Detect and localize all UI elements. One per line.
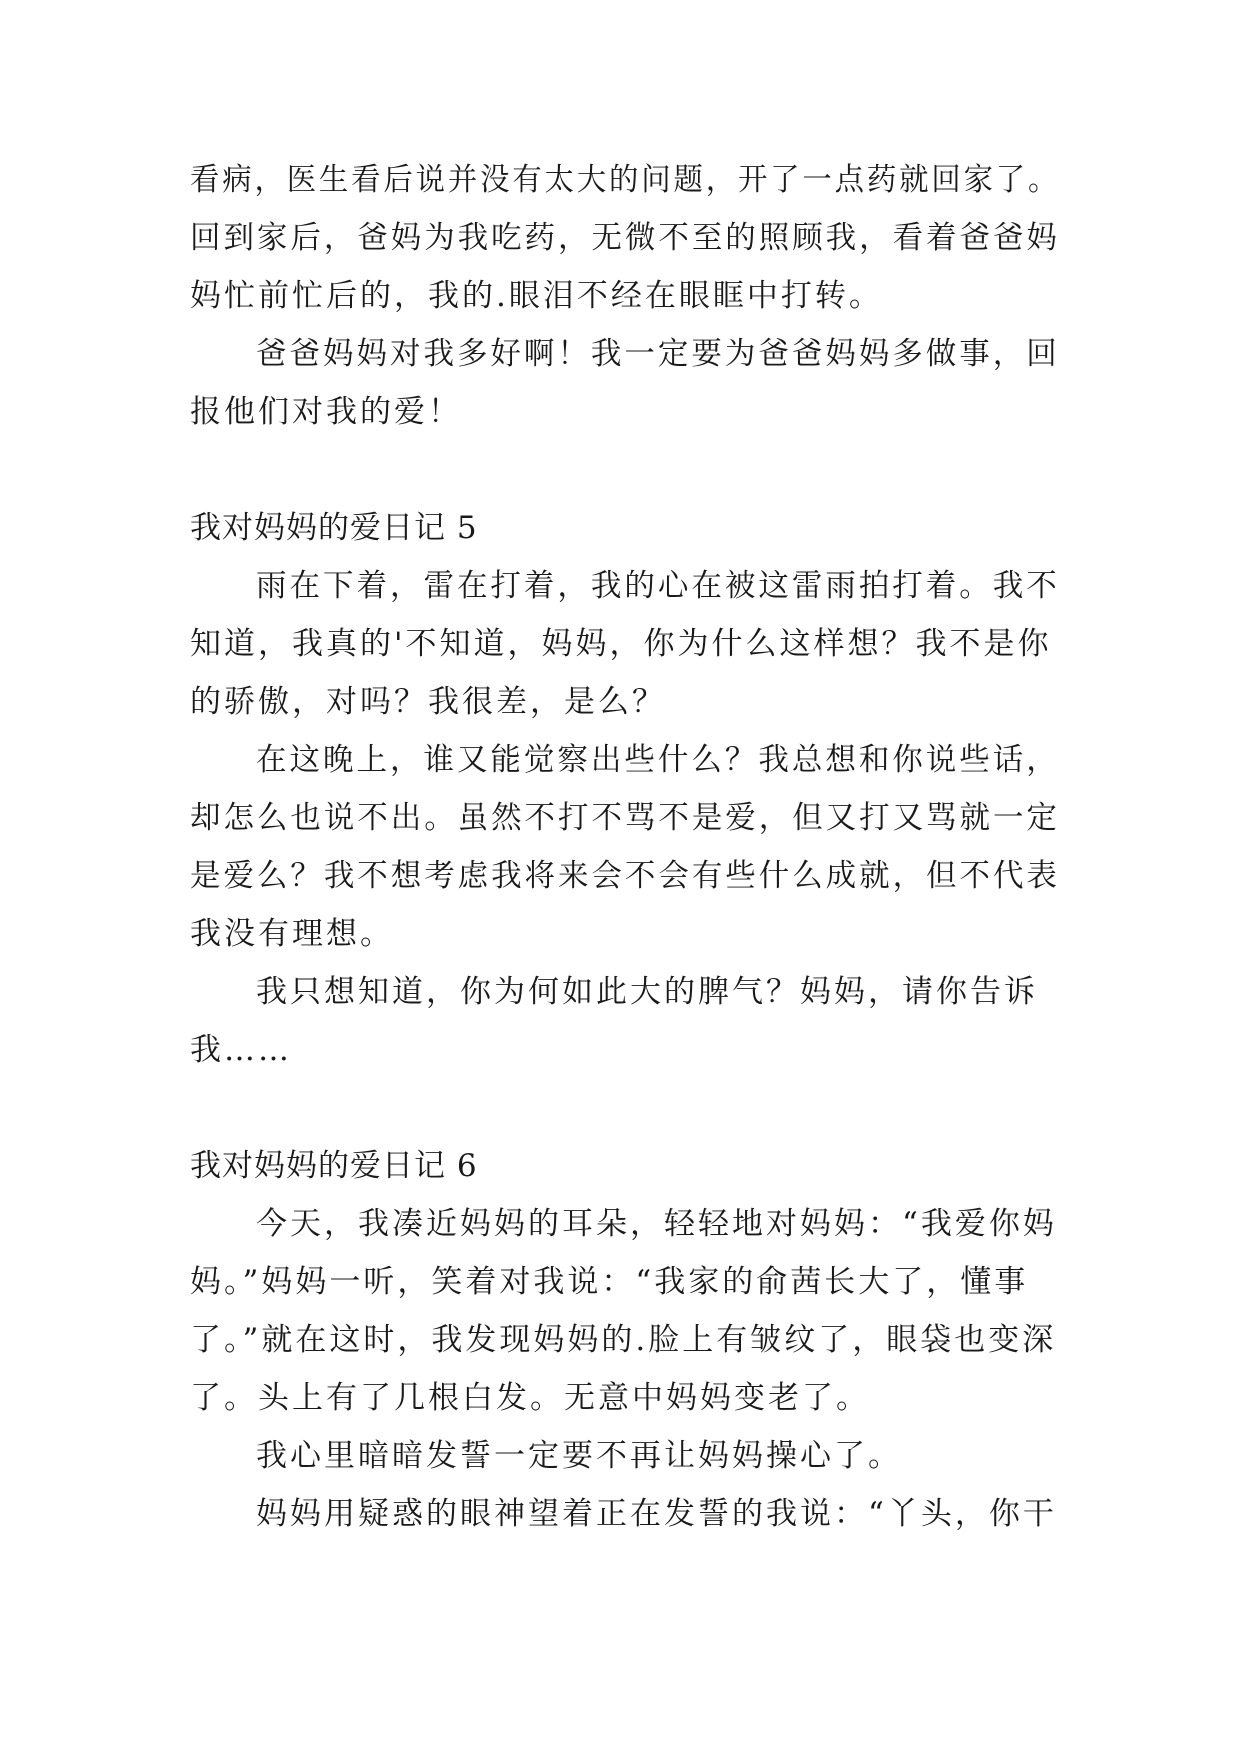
section-heading: 我对妈妈的爱日记 6 xyxy=(190,1148,478,1184)
text-line: 我没有理想。 xyxy=(190,916,394,952)
text-line: 妈忙前忙后的，我的.眼泪不经在眼眶中打转。 xyxy=(190,278,883,314)
text-line: 了。头上有了几根白发。无意中妈妈变老了。 xyxy=(190,1380,870,1416)
text-line: 我…… xyxy=(190,1032,292,1068)
text-line: 知道，我真的'不知道，妈妈，你为什么这样想？我不是你 xyxy=(190,626,1052,662)
text-line: 我心里暗暗发誓一定要不再让妈妈操心了。 xyxy=(256,1438,902,1474)
text-line: 却怎么也说不出。虽然不打不骂不是爱，但又打又骂就一定 xyxy=(190,800,1060,836)
text-line: 爸爸妈妈对我多好啊！我一定要为爸爸妈妈多做事，回 xyxy=(256,336,1060,372)
text-line: 看病，医生看后说并没有太大的问题，开了一点药就回家了。 xyxy=(190,162,1061,198)
text-line: 妈妈用疑惑的眼神望着正在发誓的我说：“丫头，你干 xyxy=(256,1496,1057,1532)
text-line: 是爱么？我不想考虑我将来会不会有些什么成就，但不代表 xyxy=(190,858,1060,894)
text-line: 的骄傲，对吗？我很差，是么？ xyxy=(190,684,666,720)
text-line: 雨在下着，雷在打着，我的心在被这雷雨拍打着。我不 xyxy=(256,568,1060,604)
text-line: 报他们对我的爱！ xyxy=(190,394,462,430)
text-line: 在这晚上，谁又能觉察出些什么？我总想和你说些话， xyxy=(256,742,1060,778)
text-line: 回到家后，爸妈为我吃药，无微不至的照顾我，看着爸爸妈 xyxy=(190,220,1060,256)
text-line: 了。”就在这时，我发现妈妈的.脸上有皱纹了，眼袋也变深 xyxy=(190,1322,1057,1358)
section-heading: 我对妈妈的爱日记 5 xyxy=(190,510,478,546)
text-line: 今天，我凑近妈妈的耳朵，轻轻地对妈妈：“我爱你妈 xyxy=(256,1206,1057,1242)
text-line: 妈。”妈妈一听，笑着对我说：“我家的俞茜长大了，懂事 xyxy=(190,1264,1029,1300)
text-line: 我只想知道，你为何如此大的脾气？妈妈，请你告诉 xyxy=(256,974,1038,1010)
